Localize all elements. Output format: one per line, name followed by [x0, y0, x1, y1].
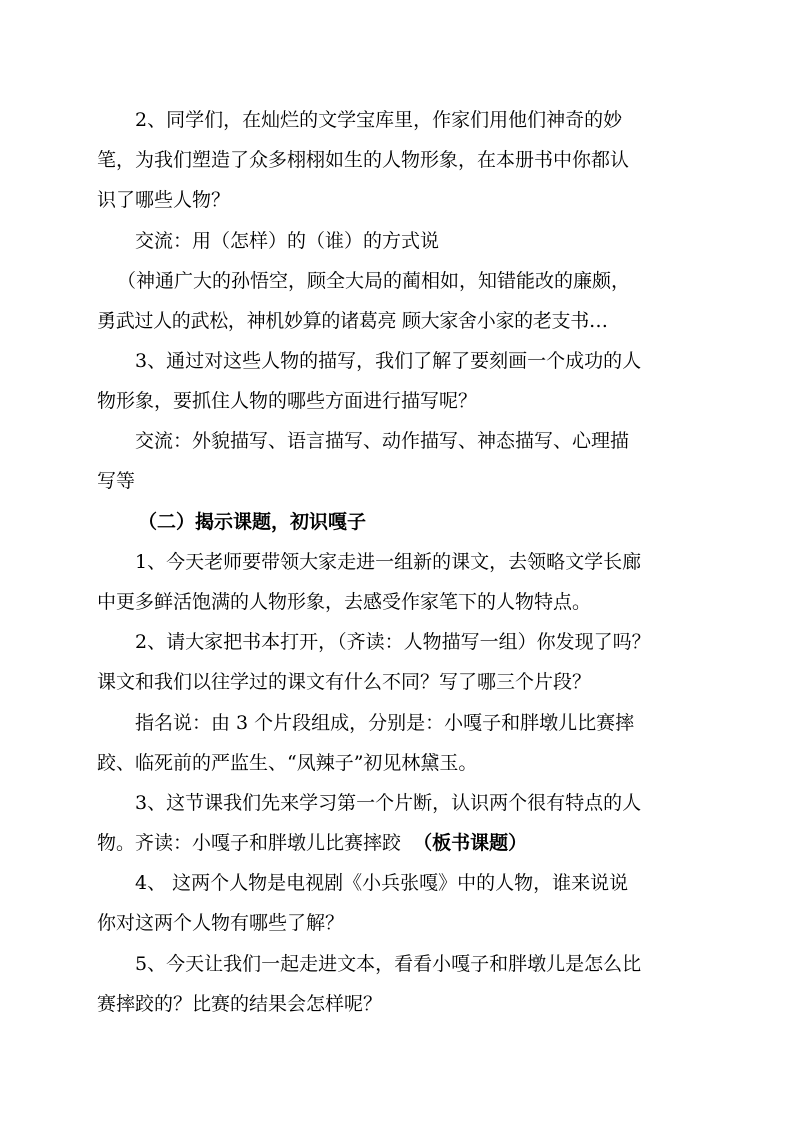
paragraph-line [97, 824, 527, 863]
paragraph-line: 交流：外貌描写、语言描写、动作描写、神态描写、心理描 [135, 430, 630, 452]
paragraph-line: 2、同学们，在灿烂的文学宝库里，作家们用他们神奇的妙 [135, 109, 623, 131]
section-heading: （二）揭示课题，初识嘎子 [138, 511, 367, 533]
paragraph-line: 2、请大家把书本打开，（齐读：人物描写一组）你发现了吗？ [135, 631, 651, 653]
paragraph-line: 写等 [97, 470, 136, 492]
paragraph-line: 4、 这两个人物是电视剧《小兵张嘎》中的人物，谁来说说 [135, 872, 629, 894]
paragraph-line: 识了哪些人物？ [97, 189, 231, 211]
paragraph-text: 物。齐读：小嘎子和胖墩儿比赛摔跤 [97, 832, 402, 854]
paragraph-line: （神通广大的孙悟空，顾全大局的蔺相如，知错能改的廉颇， [117, 270, 631, 292]
paragraph-line: 5、今天让我们一起走进文本，看看小嘎子和胖墩儿是怎么比 [135, 953, 642, 975]
paragraph-line: 笔，为我们塑造了众多栩栩如生的人物形象，在本册书中你都认 [97, 149, 630, 171]
paragraph-line: 课文和我们以往学过的课文有什么不同？写了哪三个片段？ [97, 671, 592, 693]
paragraph-line: 跤、临死前的严监生、“凤辣子”初见林黛玉。 [97, 752, 478, 774]
paragraph-line: 物形象，要抓住人物的哪些方面进行描写呢？ [97, 390, 478, 412]
paragraph-line: 中更多鲜活饱满的人物形象，去感受作家笔下的人物特点。 [97, 591, 592, 613]
paragraph-line: 3、这节课我们先来学习第一个片断，认识两个很有特点的人 [135, 792, 642, 814]
paragraph-line: 1、今天老师要带领大家走进一组新的课文，去领略文学长廊 [135, 551, 642, 573]
paragraph-line: 你对这两个人物有哪些了解？ [97, 912, 345, 934]
paragraph-line: 3、通过对这些人物的描写，我们了解了要刻画一个成功的人 [135, 350, 642, 372]
blackboard-note: （板书课题） [413, 832, 528, 854]
paragraph-line: 赛摔跤的？比赛的结果会怎样呢？ [97, 993, 383, 1015]
paragraph-line: 交流：用（怎样）的（谁）的方式说 [135, 230, 440, 252]
paragraph-line: 勇武过人的武松，神机妙算的诸葛亮 顾大家舍小家的老支书… [97, 310, 608, 332]
paragraph-line: 指名说：由 3 个片段组成，分别是：小嘎子和胖墩儿比赛摔 [135, 712, 635, 734]
